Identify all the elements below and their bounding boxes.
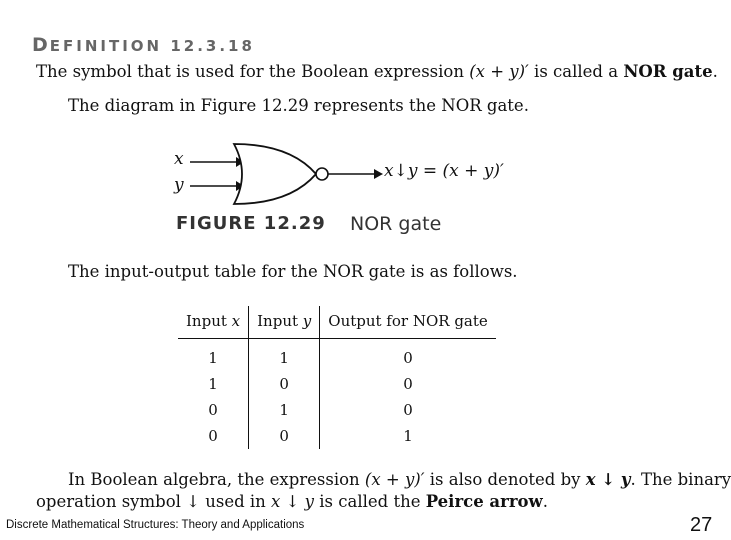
figure-label: FIGURE 12.29 <box>176 213 326 234</box>
closing-text: In Boolean algebra, the expression <box>68 470 365 489</box>
intro-expression: (x + y)′ <box>469 62 529 81</box>
closing-text: is called the <box>314 492 426 511</box>
nor-inversion-bubble <box>316 168 328 180</box>
header-input-x: Input x <box>178 306 249 339</box>
table-row <box>178 371 496 397</box>
header-output: Output for NOR gate <box>320 306 496 339</box>
page-number: 27 <box>690 514 713 536</box>
table-cell: 1 <box>320 423 496 449</box>
intro-term: NOR gate <box>623 62 713 81</box>
input-x-label: x <box>174 149 184 169</box>
table-cell: 0 <box>208 427 218 445</box>
closing-line-1 <box>68 470 731 489</box>
definition-heading <box>32 34 255 56</box>
table-cell: 0 <box>320 339 496 372</box>
closing-nor-symbol: x ↓ y <box>585 470 631 489</box>
peirce-arrow-term: Peirce arrow <box>425 492 543 511</box>
table-cell: 1 <box>249 397 320 423</box>
header-input-y: Input y <box>249 306 320 339</box>
nor-gate-diagram <box>170 138 386 208</box>
input-y-label: y <box>174 175 184 195</box>
table-cell: 1 <box>249 339 320 372</box>
table-row <box>178 397 496 423</box>
intro-suffix: . <box>712 62 718 81</box>
table-row <box>178 339 496 372</box>
diagram-sentence: The diagram in Figure 12.29 represents the NOR gate. <box>68 96 529 115</box>
truth-table-header-row <box>178 306 496 339</box>
table-cell: 0 <box>320 397 496 423</box>
gate-output-expression: x↓y = (x + y)′ <box>384 161 504 181</box>
closing-line-2 <box>36 492 548 511</box>
table-intro: The input-output table for the NOR gate is as follows. <box>68 262 518 281</box>
closing-text: operation symbol ↓ used in <box>36 492 272 511</box>
table-cell: 0 <box>249 423 320 449</box>
figure-title: NOR gate <box>350 213 442 235</box>
table-cell: 1 <box>208 349 218 367</box>
output-arrowhead <box>374 169 383 179</box>
closing-text: . The binary <box>630 470 731 489</box>
intro-prefix: The symbol that is used for the Boolean expression <box>36 62 470 81</box>
definition-initial: D <box>32 34 50 56</box>
closing-text: . <box>542 492 548 511</box>
nor-gate-body <box>234 144 316 204</box>
closing-nor-symbol: x ↓ y <box>271 492 314 511</box>
table-cell: 1 <box>208 375 218 393</box>
definition-heading-rest: EFINITION 12.3.18 <box>49 37 255 55</box>
table-row <box>178 423 496 449</box>
table-cell: 0 <box>320 371 496 397</box>
intro-sentence <box>36 62 718 81</box>
footer-book-title: Discrete Mathematical Structures: Theory and Applications <box>6 519 305 531</box>
table-cell: 0 <box>249 371 320 397</box>
nor-truth-table <box>178 306 496 449</box>
closing-text: is also denoted by <box>424 470 586 489</box>
closing-expression: (x + y)′ <box>364 470 425 489</box>
table-cell: 0 <box>208 401 218 419</box>
intro-middle: is called a <box>528 62 624 81</box>
